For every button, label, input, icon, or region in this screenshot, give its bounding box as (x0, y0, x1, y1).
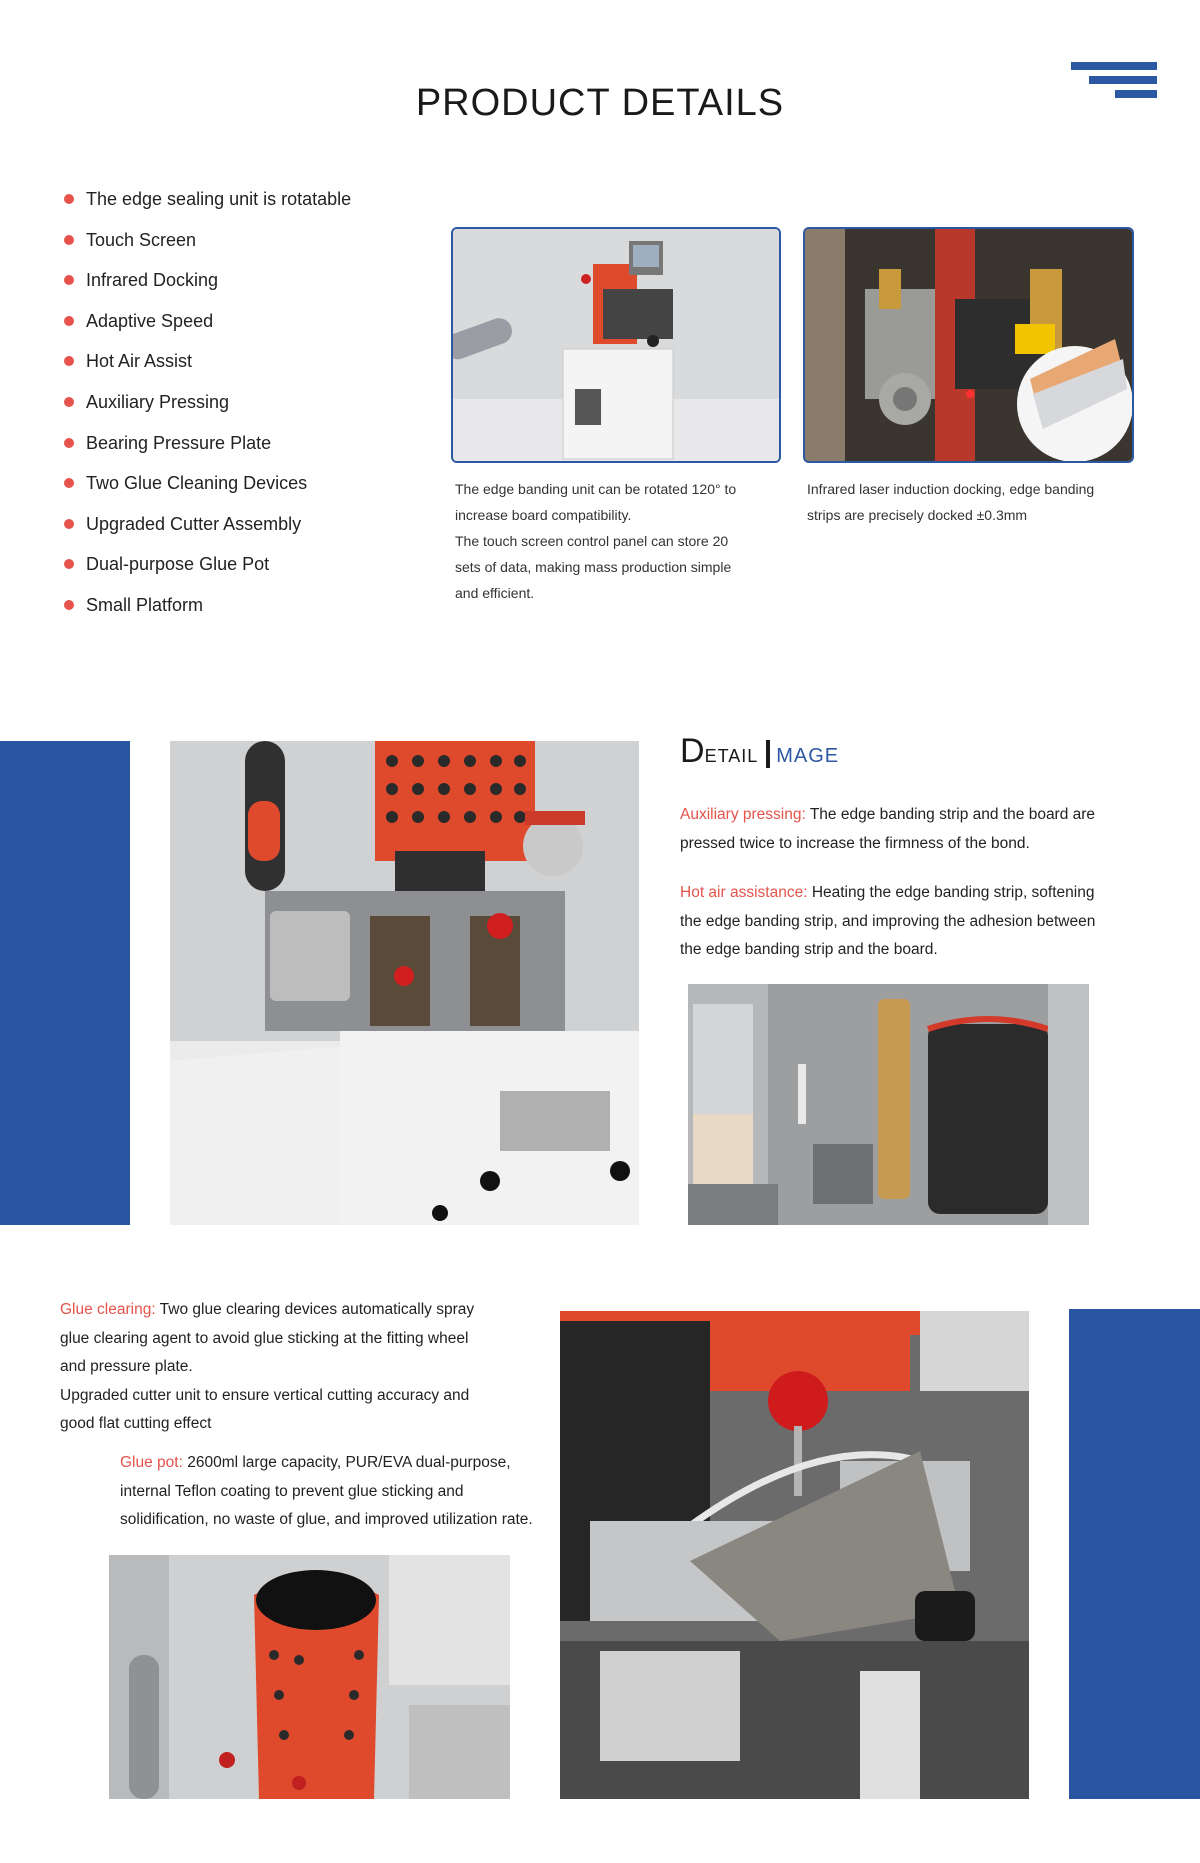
auxiliary-pressing-photo (170, 741, 639, 1225)
heading-divider (766, 740, 770, 768)
list-item: Touch Screen (62, 229, 422, 270)
bullet-icon (64, 519, 74, 529)
glue-pot-text: Glue pot: 2600ml large capacity, PUR/EVA dual-purpose, internal Teflon coating to prevent glue sticking and solidification, no waste of glue, and improved utilization rate. (120, 1454, 533, 1528)
hot-air-photo (688, 984, 1089, 1225)
list-item: Small Platform (62, 594, 422, 635)
decorative-blue-block (0, 741, 130, 1225)
menu-icon[interactable] (1071, 62, 1157, 102)
bullet-icon (64, 194, 74, 204)
bullet-icon (64, 356, 74, 366)
list-item: Infrared Docking (62, 269, 422, 310)
list-item: Auxiliary Pressing (62, 391, 422, 432)
list-item: Dual-purpose Glue Pot (62, 553, 422, 594)
bullet-icon (64, 275, 74, 285)
list-item: Hot Air Assist (62, 350, 422, 391)
infrared-docking-photo (803, 227, 1134, 463)
glue-clearing-text: Glue clearing: Two glue clearing devices automatically spray glue clearing agent to avoid glue sticking at the fitting wheel and pressure plate. Upgraded cutter unit to ensure vertical cutting accuracy and good flat cutting effect (60, 1301, 475, 1432)
bullet-icon (64, 600, 74, 610)
page-title: PRODUCT DETAILS (415, 82, 785, 124)
list-item: Two Glue Cleaning Devices (62, 472, 422, 513)
list-item: Adaptive Speed (62, 310, 422, 351)
bullet-icon (64, 478, 74, 488)
bullet-icon (64, 397, 74, 407)
bullet-icon (64, 316, 74, 326)
list-item: The edge sealing unit is rotatable (62, 188, 422, 229)
rotation-caption: The edge banding unit can be rotated 120° to increase board compatibility. The touch screen control panel can store 20 sets of data, making mass production simple and efficient. (455, 481, 737, 601)
bullet-icon (64, 559, 74, 569)
glue-clearing-photo (560, 1311, 1029, 1799)
hot-air-text: Hot air assistance: Heating the edge banding strip, softening the edge banding strip, and improving the adhesion between the edge banding strip and the board. (680, 884, 1096, 958)
bullet-icon (64, 438, 74, 448)
decorative-blue-block (1069, 1309, 1200, 1799)
auxiliary-pressing-text: Auxiliary pressing: The edge banding strip and the board are pressed twice to increase the firmness of the bond. (680, 806, 1096, 852)
bullet-icon (64, 235, 74, 245)
glue-pot-photo (109, 1555, 510, 1799)
detail-image-heading: DETAIL MAGE (680, 732, 840, 770)
machine-overview-photo (451, 227, 781, 463)
infrared-caption: Infrared laser induction docking, edge banding strips are precisely docked ±0.3mm (807, 481, 1095, 523)
list-item: Upgraded Cutter Assembly (62, 513, 422, 554)
list-item: Bearing Pressure Plate (62, 432, 422, 473)
feature-list (62, 188, 422, 635)
